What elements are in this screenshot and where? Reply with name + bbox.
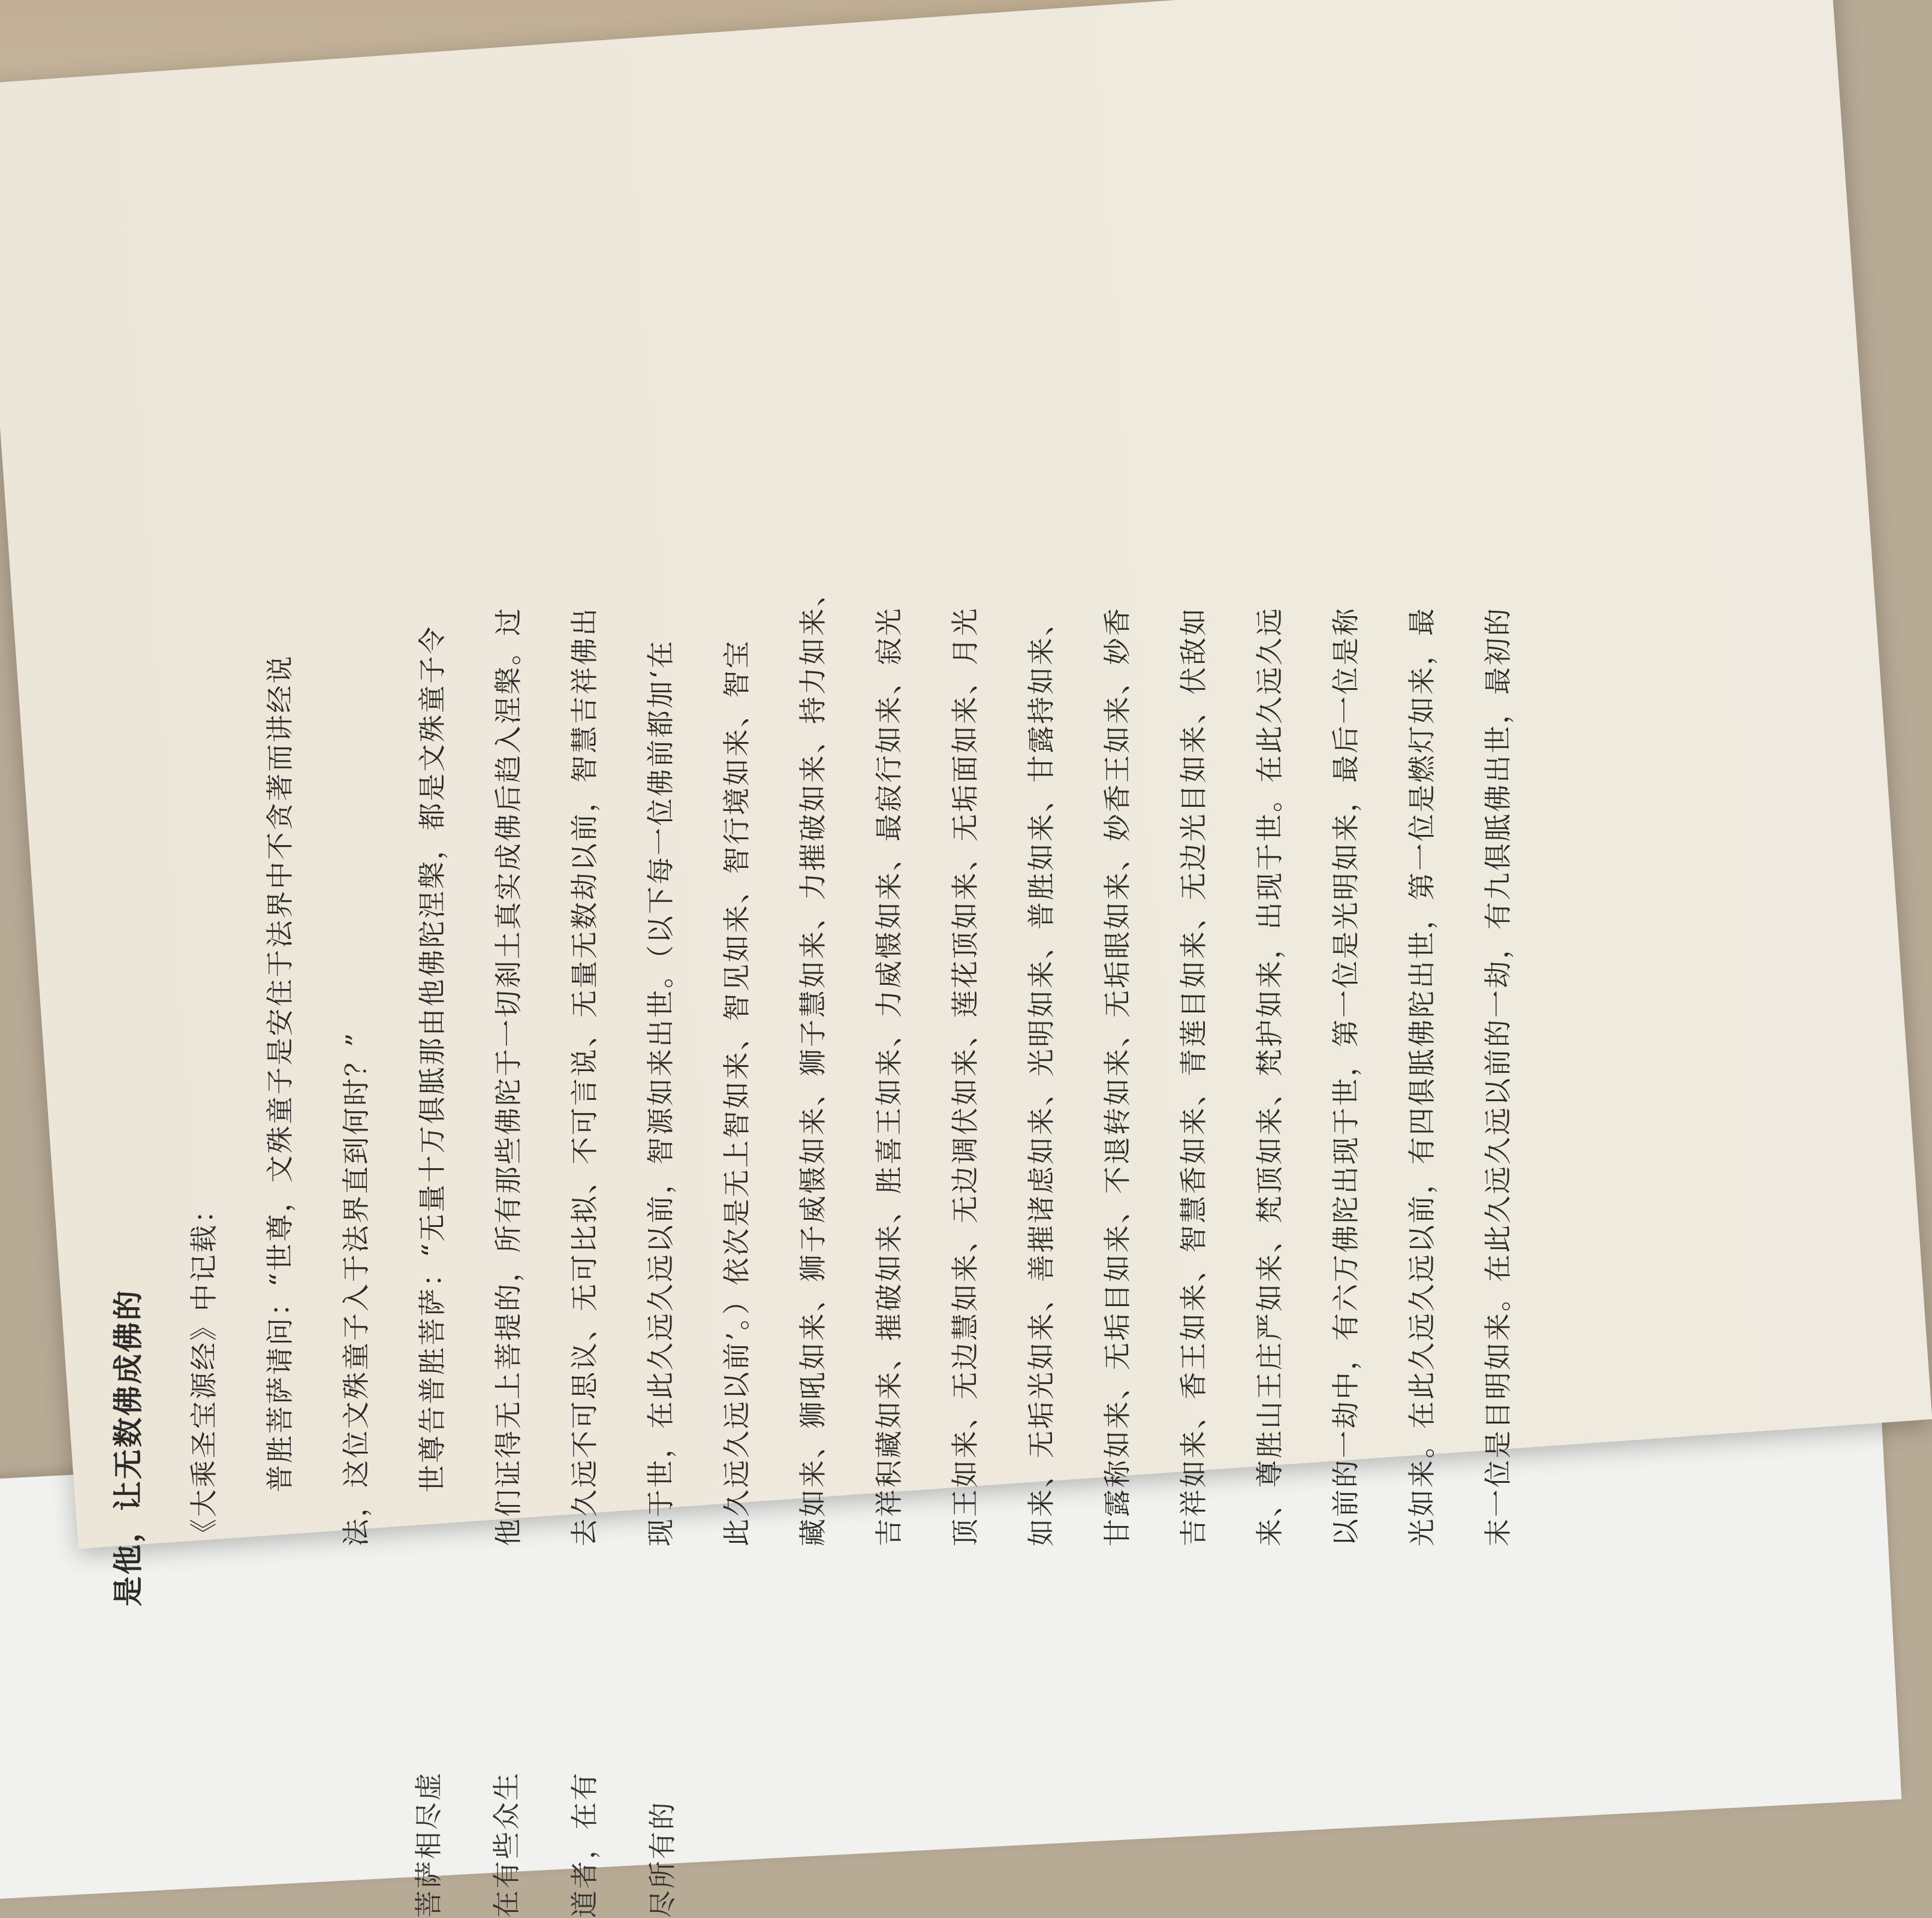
text-line: 来、尊胜山王庄严如来、梵顶如来、梵护如来，出现于世。在此久远久远 [1253, 607, 1286, 1546]
section-title: 是他，让无数佛成佛的 [110, 1289, 146, 1606]
text-line: 法，这位文殊童子入于法界直到何时？” [340, 1031, 372, 1546]
text-line: 他们证得无上菩提的，所有那些佛陀于一切刹土真实成佛后趋入涅槃。过 [492, 607, 525, 1546]
main-text-block [90, 438, 1514, 1606]
text-line: 道者，在有 [568, 1771, 601, 1918]
lower-page-text [390, 899, 749, 1918]
text-line: 顶王如来、无边慧如来、无边调伏如来、莲花顶如来、无垢面如来、月光 [949, 607, 981, 1546]
text-line: 如来、无垢光如来、善摧诸虑如来、光明如来、普胜如来、甘露持如来、 [1025, 607, 1057, 1546]
text-line: 吉祥积藏如来、摧破如来、胜喜王如来、力威慑如来、最寂行如来、寂光 [873, 607, 905, 1546]
text-line: 《大乘圣宝源经》中记载： [188, 1194, 220, 1546]
text-line: 吉祥如来、香王如来、智慧香如来、青莲目如来、无边光目如来、伏敌如 [1177, 607, 1210, 1546]
text-line: 末一位是目明如来。在此久远久远以前的一劫，有九俱胝佛出世，最初的 [1482, 607, 1514, 1546]
text-line: 世尊告普胜菩萨：“无量十万俱胝那由他佛陀涅槃，都是文殊童子令 [416, 625, 448, 1492]
text-line: 此久远久远以前’。）依次是无上智如来、智见如来、智行境如来、智宝 [721, 639, 753, 1546]
text-line: 以前的一劫中，有六万佛陀出现于世，第一位是光明如来，最后一位是称 [1330, 607, 1362, 1546]
text-line: 去久远不可思议、无可比拟、不可言说、无量无数劫以前，智慧吉祥佛出 [568, 607, 601, 1546]
text-line: 普胜菩萨请问：“世尊，文殊童子是安住于法界中不贪著而讲经说 [264, 654, 296, 1492]
text-line: 光如来。在此久远久远以前，有四俱胝佛陀出世，第一位是燃灯如来，最 [1406, 607, 1438, 1546]
text-line: 在有些众生 [490, 1771, 523, 1918]
text-line: 菩萨相尽虚 [412, 1771, 445, 1918]
text-line: 现于世，在此久远久远以前，智源如来出世。（以下每一位佛前都加‘在 [644, 639, 677, 1546]
main-text-lines [90, 228, 1536, 1606]
text-line: 甘露称如来、无垢目如来、不退转如来、无垢眼如来、妙香王如来、妙香 [1101, 607, 1134, 1546]
text-line: 尽所有的 [646, 1801, 679, 1918]
text-line: 藏如来、狮吼如来、狮子威慑如来、狮子慧如来、力摧破如来、持力如来、 [797, 577, 829, 1546]
